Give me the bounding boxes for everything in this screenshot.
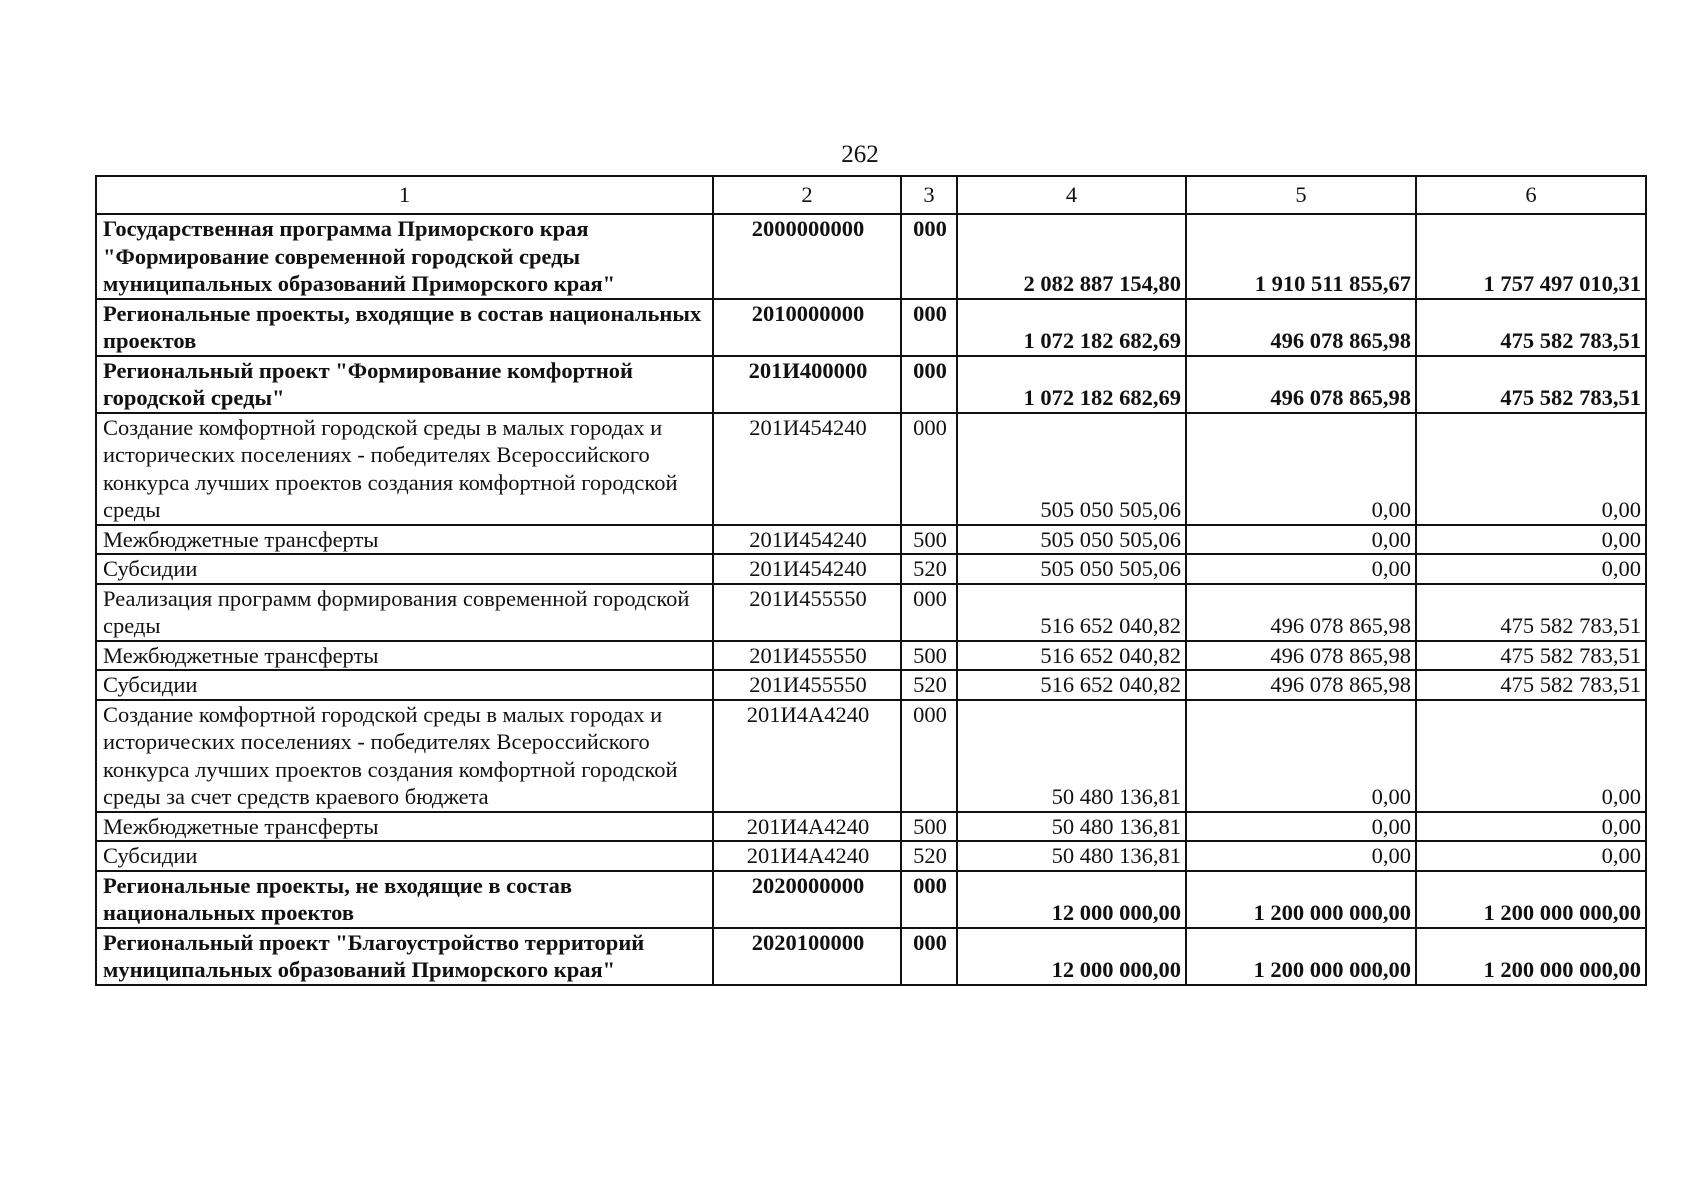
row-amount-year1-cell: 505 050 505,06 [957,554,1186,584]
row-name-cell: Межбюджетные трансферты [96,525,713,555]
row-amount-year3-cell: 0,00 [1416,525,1646,555]
row-amount-year2-cell: 0,00 [1186,554,1416,584]
row-name-cell: Региональные проекты, входящие в состав национальных проектов [96,299,713,356]
header-cell-4: 4 [957,176,1186,214]
table-row [96,700,1646,812]
row-kind-cell: 520 [901,554,957,584]
row-code-cell: 2010000000 [713,299,901,356]
row-amount-year3-cell: 0,00 [1416,841,1646,871]
row-amount-year3-cell: 1 200 000 000,00 [1416,871,1646,928]
row-amount-year1-cell: 516 652 040,82 [957,584,1186,641]
row-amount-year2-cell: 1 200 000 000,00 [1186,928,1416,985]
row-kind-cell: 000 [901,700,957,812]
row-amount-year1-cell: 50 480 136,81 [957,812,1186,842]
row-name-cell: Региональные проекты, не входящие в состав национальных проектов [96,871,713,928]
row-amount-year3-cell: 1 200 000 000,00 [1416,928,1646,985]
row-amount-year2-cell: 0,00 [1186,413,1416,525]
row-name-cell: Региональный проект "Формирование комфортной городской среды" [96,356,713,413]
row-amount-year2-cell: 1 910 511 855,67 [1186,214,1416,299]
table-row [96,641,1646,671]
row-kind-cell: 000 [901,584,957,641]
row-amount-year3-cell: 475 582 783,51 [1416,356,1646,413]
row-amount-year2-cell: 0,00 [1186,700,1416,812]
row-amount-year1-cell: 1 072 182 682,69 [957,356,1186,413]
row-code-cell: 201И400000 [713,356,901,413]
row-amount-year2-cell: 496 078 865,98 [1186,584,1416,641]
row-name-cell: Создание комфортной городской среды в малых городах и исторических поселениях - победителях Всероссийского конкурса лучших проектов создания комфортной городской среды за счет средств краевого бюджета [96,700,713,812]
row-name-cell: Государственная программа Приморского края "Формирование современной городской среды муниципальных образований Приморского края" [96,214,713,299]
row-code-cell: 2020000000 [713,871,901,928]
row-amount-year1-cell: 12 000 000,00 [957,871,1186,928]
row-kind-cell: 000 [901,413,957,525]
table-row [96,214,1646,299]
row-amount-year3-cell: 0,00 [1416,812,1646,842]
row-kind-cell: 000 [901,214,957,299]
row-name-cell: Создание комфортной городской среды в малых городах и исторических поселениях - победителях Всероссийского конкурса лучших проектов создания комфортной городской среды [96,413,713,525]
table-row [96,299,1646,356]
table-row [96,584,1646,641]
row-amount-year2-cell: 1 200 000 000,00 [1186,871,1416,928]
row-amount-year1-cell: 1 072 182 682,69 [957,299,1186,356]
row-name-cell: Субсидии [96,554,713,584]
page-number: 262 [841,141,879,168]
header-cell-2: 2 [713,176,901,214]
table-row [96,413,1646,525]
header-cell-1: 1 [96,176,713,214]
row-code-cell: 201И4А4240 [713,700,901,812]
row-amount-year3-cell: 0,00 [1416,554,1646,584]
row-kind-cell: 000 [901,871,957,928]
row-amount-year2-cell: 496 078 865,98 [1186,299,1416,356]
table-row [96,525,1646,555]
header-cell-6: 6 [1416,176,1646,214]
row-amount-year3-cell: 475 582 783,51 [1416,641,1646,671]
row-name-cell: Субсидии [96,670,713,700]
row-amount-year1-cell: 516 652 040,82 [957,641,1186,671]
row-amount-year1-cell: 505 050 505,06 [957,413,1186,525]
row-kind-cell: 000 [901,356,957,413]
row-code-cell: 201И455550 [713,584,901,641]
row-amount-year3-cell: 0,00 [1416,700,1646,812]
table-row [96,670,1646,700]
header-row [96,176,1646,214]
header-cell-5: 5 [1186,176,1416,214]
row-amount-year3-cell: 475 582 783,51 [1416,299,1646,356]
row-code-cell: 201И454240 [713,525,901,555]
row-code-cell: 201И454240 [713,554,901,584]
row-code-cell: 201И4А4240 [713,841,901,871]
row-amount-year1-cell: 12 000 000,00 [957,928,1186,985]
row-kind-cell: 000 [901,299,957,356]
row-kind-cell: 500 [901,812,957,842]
row-code-cell: 2020100000 [713,928,901,985]
budget-table [95,175,1647,986]
row-amount-year2-cell: 0,00 [1186,841,1416,871]
row-amount-year3-cell: 1 757 497 010,31 [1416,214,1646,299]
table-row [96,871,1646,928]
row-amount-year2-cell: 0,00 [1186,812,1416,842]
row-kind-cell: 520 [901,670,957,700]
table-row [96,841,1646,871]
row-amount-year2-cell: 496 078 865,98 [1186,670,1416,700]
row-name-cell: Межбюджетные трансферты [96,812,713,842]
row-kind-cell: 500 [901,641,957,671]
table-row [96,554,1646,584]
row-amount-year2-cell: 496 078 865,98 [1186,356,1416,413]
header-cell-3: 3 [901,176,957,214]
row-code-cell: 201И4А4240 [713,812,901,842]
row-code-cell: 2000000000 [713,214,901,299]
row-kind-cell: 500 [901,525,957,555]
table-body [96,176,1646,985]
row-amount-year1-cell: 2 082 887 154,80 [957,214,1186,299]
row-amount-year1-cell: 505 050 505,06 [957,525,1186,555]
row-amount-year3-cell: 0,00 [1416,413,1646,525]
table-row [96,928,1646,985]
row-kind-cell: 000 [901,928,957,985]
row-name-cell: Региональный проект "Благоустройство территорий муниципальных образований Приморского края" [96,928,713,985]
row-code-cell: 201И454240 [713,413,901,525]
table-row [96,812,1646,842]
row-amount-year3-cell: 475 582 783,51 [1416,670,1646,700]
row-code-cell: 201И455550 [713,670,901,700]
row-amount-year2-cell: 496 078 865,98 [1186,641,1416,671]
row-amount-year1-cell: 516 652 040,82 [957,670,1186,700]
row-amount-year1-cell: 50 480 136,81 [957,700,1186,812]
row-name-cell: Субсидии [96,841,713,871]
row-amount-year2-cell: 0,00 [1186,525,1416,555]
row-code-cell: 201И455550 [713,641,901,671]
row-kind-cell: 520 [901,841,957,871]
row-amount-year1-cell: 50 480 136,81 [957,841,1186,871]
row-amount-year3-cell: 475 582 783,51 [1416,584,1646,641]
row-name-cell: Межбюджетные трансферты [96,641,713,671]
table-row [96,356,1646,413]
row-name-cell: Реализация программ формирования современной городской среды [96,584,713,641]
